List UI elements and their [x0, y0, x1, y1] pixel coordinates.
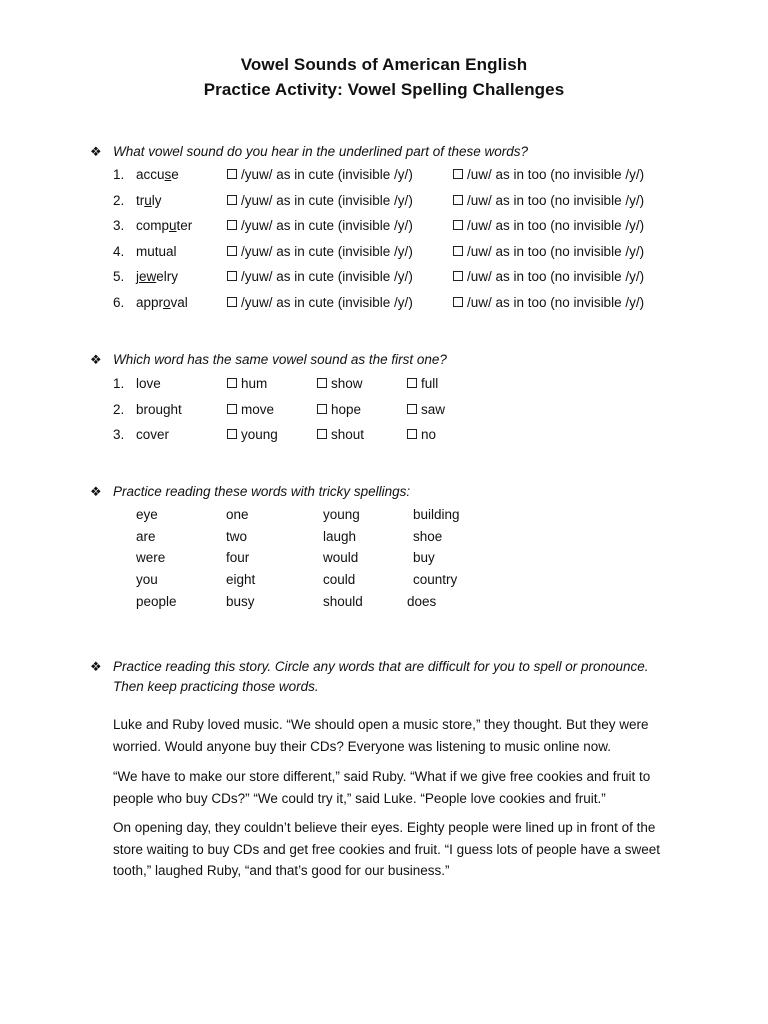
option-uw[interactable]	[453, 295, 644, 310]
underlined-part: o	[163, 294, 171, 310]
item-word	[136, 193, 162, 208]
option-label: /yuw/ as in cute (invisible /y/)	[241, 294, 413, 310]
word-part: j	[136, 269, 139, 284]
checkbox[interactable]	[317, 429, 327, 439]
tricky-word: busy	[226, 593, 255, 609]
option-label: young	[241, 427, 278, 442]
checkbox[interactable]	[407, 429, 417, 439]
story-paragraph-1: Luke and Ruby loved music. “We should open a music store,” they thought. But they were worried. Would anyone buy their CDs? Everyone was listening to music online now.	[113, 717, 649, 754]
item-word: cover	[136, 427, 170, 442]
checkbox[interactable]	[407, 404, 417, 414]
checkbox[interactable]	[453, 169, 463, 179]
section2-question: Which word has the same vowel sound as the first one?	[113, 352, 447, 367]
tricky-word: shoe	[413, 528, 443, 544]
story-paragraph-2: “We have to make our store different,” said Ruby. “What if we give free cookies and fruit to people who buy CDs?” “We could try it,” said Luke. “People love cookies and fruit.”	[113, 769, 651, 806]
choice-option[interactable]	[407, 402, 445, 417]
checkbox[interactable]	[453, 271, 463, 281]
checkbox[interactable]	[453, 297, 463, 307]
tricky-word: young	[323, 507, 360, 522]
tricky-word: laugh	[323, 528, 357, 544]
choice-option[interactable]	[407, 427, 436, 442]
tricky-word: does	[407, 593, 437, 609]
word-part: comp	[136, 218, 170, 233]
option-label: /yuw/ as in cute (invisible /y/)	[241, 192, 413, 208]
option-uw[interactable]	[453, 167, 644, 182]
item-word	[136, 295, 188, 310]
word-part: elry	[156, 269, 179, 284]
section1-question: What vowel sound do you hear in the underlined part of these words?	[113, 144, 529, 159]
option-label: saw	[421, 401, 446, 417]
item-number: 2.	[113, 401, 125, 417]
word-part: tr	[136, 192, 145, 208]
choice-option[interactable]	[317, 402, 361, 417]
checkbox[interactable]	[227, 404, 237, 414]
checkbox[interactable]	[453, 246, 463, 256]
item-word	[136, 167, 179, 182]
underlined-part: u	[169, 218, 177, 233]
choice-option[interactable]	[227, 427, 278, 442]
item-number: 1.	[113, 376, 125, 391]
word-part: accu	[136, 167, 165, 182]
option-label: show	[331, 376, 363, 391]
tricky-word: one	[226, 507, 249, 522]
tricky-word: could	[323, 572, 356, 588]
item-number: 1.	[113, 167, 125, 182]
word-part: val	[170, 294, 188, 310]
option-label: /yuw/ as in cute (invisible /y/)	[241, 269, 413, 284]
option-uw[interactable]	[453, 218, 644, 233]
option-label: /yuw/ as in cute (invisible /y/)	[241, 167, 413, 182]
item-number: 2.	[113, 192, 125, 208]
checkbox[interactable]	[407, 378, 417, 388]
tricky-word: people	[136, 593, 177, 609]
checkbox[interactable]	[227, 378, 237, 388]
checkbox[interactable]	[317, 404, 327, 414]
tricky-word: eye	[136, 507, 158, 522]
option-yuw[interactable]	[227, 244, 413, 259]
word-part: ly	[151, 192, 162, 208]
option-yuw[interactable]	[227, 193, 413, 208]
tricky-word: country	[413, 572, 458, 588]
option-label: /yuw/ as in cute (invisible /y/)	[241, 218, 413, 233]
word-part: appr	[136, 294, 164, 310]
option-label: /uw/ as in too (no invisible /y/)	[467, 167, 645, 182]
choice-option[interactable]	[317, 427, 364, 442]
option-label: /uw/ as in too (no invisible /y/)	[467, 294, 645, 310]
checkbox[interactable]	[227, 246, 237, 256]
word-part: ter	[176, 218, 193, 233]
option-label: /uw/ as in too (no invisible /y/)	[467, 269, 645, 284]
option-label: no	[421, 427, 437, 442]
tricky-word: buy	[413, 550, 435, 566]
checkbox[interactable]	[227, 169, 237, 179]
tricky-word: would	[323, 550, 359, 566]
item-word	[136, 218, 192, 233]
option-label: /uw/ as in too (no invisible /y/)	[467, 192, 645, 208]
tricky-word: two	[226, 528, 248, 544]
option-label: hum	[241, 376, 268, 391]
option-yuw[interactable]	[227, 269, 413, 284]
item-number: 3.	[113, 218, 125, 233]
tricky-word: building	[413, 507, 460, 522]
bullet-icon: ❖	[90, 484, 102, 499]
item-number: 6.	[113, 294, 125, 310]
bullet-icon: ❖	[90, 352, 102, 367]
word-part: e	[171, 167, 179, 182]
section3-question: Practice reading these words with tricky spellings:	[113, 484, 411, 499]
item-word	[136, 269, 178, 284]
option-label: full	[421, 376, 439, 391]
choice-option[interactable]	[227, 402, 274, 417]
tricky-word: are	[136, 528, 156, 544]
option-yuw[interactable]	[227, 295, 413, 310]
tricky-word: you	[136, 572, 158, 588]
bullet-icon: ❖	[90, 659, 102, 674]
page-title: Vowel Sounds of American English	[240, 55, 528, 74]
option-yuw[interactable]	[227, 167, 413, 182]
word-part: mutual	[136, 243, 177, 259]
choice-option[interactable]	[317, 376, 363, 391]
item-number: 3.	[113, 427, 125, 442]
choice-option[interactable]	[227, 376, 267, 391]
page-subtitle: Practice Activity: Vowel Spelling Challenges	[203, 80, 565, 99]
option-label: /yuw/ as in cute (invisible /y/)	[241, 243, 413, 259]
checkbox[interactable]	[227, 297, 237, 307]
item-word	[136, 244, 177, 259]
option-label: /uw/ as in too (no invisible /y/)	[467, 218, 645, 233]
underlined-part: ew	[139, 269, 157, 284]
tricky-word: eight	[226, 572, 256, 588]
tricky-word: should	[323, 593, 363, 609]
tricky-word: four	[226, 550, 250, 566]
checkbox[interactable]	[317, 378, 327, 388]
underlined-part: s	[164, 167, 172, 182]
item-word: love	[136, 376, 161, 391]
option-uw[interactable]	[453, 193, 644, 208]
tricky-word: were	[136, 550, 166, 566]
option-label: shout	[331, 427, 365, 442]
item-number: 4.	[113, 243, 125, 259]
item-word: brought	[136, 401, 182, 417]
bullet-icon: ❖	[90, 144, 102, 159]
option-uw[interactable]	[453, 269, 644, 284]
checkbox[interactable]	[227, 220, 237, 230]
section4-question-line1: Practice reading this story. Circle any words that are difficult for you to spell or pronounce.	[113, 659, 649, 674]
option-label: hope	[331, 401, 362, 417]
option-uw[interactable]	[453, 244, 644, 259]
checkbox[interactable]	[227, 195, 237, 205]
story-paragraph-3: On opening day, they couldn’t believe their eyes. Eighty people were lined up in front of the store waiting to buy CDs and get free cookies and fruit. “I guess lots of people have a sweet tooth,” laughed Ruby, “and that’s good for our business.”	[113, 820, 661, 878]
checkbox[interactable]	[453, 195, 463, 205]
option-label: move	[241, 401, 275, 417]
option-label: /uw/ as in too (no invisible /y/)	[467, 243, 645, 259]
checkbox[interactable]	[227, 429, 237, 439]
underlined-part: u	[144, 192, 152, 208]
option-yuw[interactable]	[227, 218, 413, 233]
choice-option[interactable]	[407, 376, 438, 391]
item-number: 5.	[113, 269, 125, 284]
checkbox[interactable]	[453, 220, 463, 230]
checkbox[interactable]	[227, 271, 237, 281]
section4-question-line2: Then keep practicing those words.	[113, 679, 319, 694]
